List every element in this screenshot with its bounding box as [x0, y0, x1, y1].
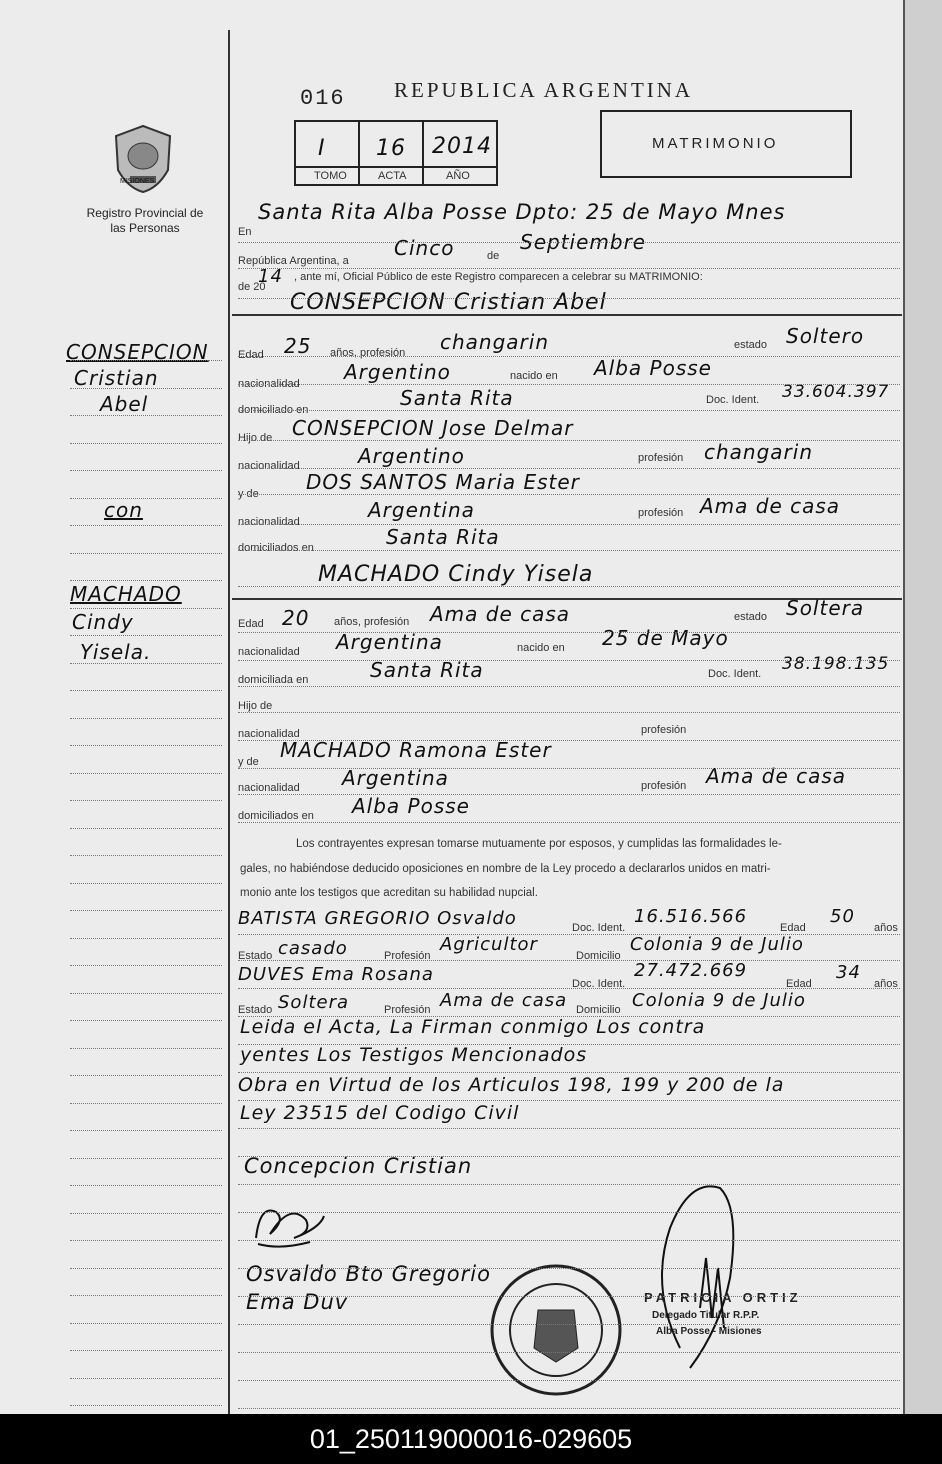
margin-ruled-line: [70, 1213, 222, 1214]
body-ruled-line: [238, 768, 900, 769]
body-ruled-line: [238, 1324, 900, 1325]
margin-ruled-line: [70, 800, 222, 801]
margin-ruled-line: [70, 1075, 222, 1076]
witness1-estado: casado: [278, 938, 348, 959]
groom-madre-nac-label: nacionalidad: [238, 516, 300, 528]
bride-domicilio: Santa Rita: [370, 658, 484, 682]
body-ruled-line: [238, 524, 900, 525]
groom-dom-label: domiciliado en: [238, 404, 309, 416]
body-ruled-line: [238, 1128, 900, 1129]
tomo-label: TOMO: [314, 170, 347, 182]
witness1-edad: 50: [830, 906, 855, 927]
witness2-edad-label: Edad: [786, 978, 812, 990]
margin-ruled-line: [70, 883, 222, 884]
body-ruled-line: [238, 632, 900, 633]
witness1-dom-label: Domicilio: [576, 950, 621, 962]
groom-estado-label: estado: [734, 339, 768, 351]
groom-hijo-label: Hijo de: [238, 432, 273, 444]
witness2-doc-label: Doc. Ident.: [572, 978, 626, 990]
acta-label: ACTA: [378, 170, 407, 182]
bride-edad-label: Edad: [238, 618, 264, 630]
bride-anios-label: años, profesión: [334, 616, 410, 628]
groom-anios-label: años, profesión: [330, 347, 406, 359]
margin-bride-line1: MACHADO: [70, 582, 182, 606]
margin-ruled-line: [70, 773, 222, 774]
margin-divider: [228, 30, 230, 1414]
body-ruled-line: [238, 1408, 900, 1409]
body-ruled-line: [238, 242, 900, 243]
margin-ruled-line: [70, 1185, 222, 1186]
margin-ruled-line: [70, 635, 222, 636]
witness2-estado: Soltera: [278, 992, 350, 1013]
margin-ruled-line: [70, 1048, 222, 1049]
groom-nac-label: nacionalidad: [238, 378, 300, 390]
witness1-edad-label: Edad: [780, 922, 806, 934]
groom-padre: CONSEPCION Jose Delmar: [292, 416, 574, 440]
margin-ruled-line: [70, 855, 222, 856]
bride-estado-label: estado: [734, 611, 768, 623]
declaration-line-2: gales, no habiéndose deducido oposiciones en nombre de la Ley procedo a declararlos unidos en matri-: [240, 863, 771, 875]
groom-madre-prof: Ama de casa: [700, 494, 841, 518]
body-ruled-line: [238, 1212, 900, 1213]
registry-name: Registro Provincial de las Personas: [86, 206, 204, 235]
margin-ruled-line: [70, 360, 222, 361]
groom-doc: 33.604.397: [782, 382, 890, 402]
margin-ruled-line: [70, 525, 222, 526]
groom-nacionalidad: Argentino: [344, 360, 451, 384]
body-ruled-line: [238, 1016, 900, 1017]
margin-ruled-line: [70, 1323, 222, 1324]
country-title: REPUBLICA ARGENTINA: [394, 78, 694, 102]
book-box-divider: [296, 166, 496, 168]
signature-witness2: Ema Duv: [246, 1290, 349, 1314]
bride-nac-label: nacionalidad: [238, 646, 300, 658]
groom-madre: DOS SANTOS Maria Ester: [306, 470, 580, 494]
book-box-divider: [422, 122, 424, 184]
witness1-profesion: Agricultor: [440, 934, 538, 955]
anio-label: AÑO: [446, 170, 470, 182]
note-line-2: yentes Los Testigos Mencionados: [240, 1044, 588, 1066]
body-ruled-line: [238, 410, 900, 411]
witness2-edad: 34: [836, 962, 861, 983]
groom-madre-nac: Argentina: [368, 498, 475, 522]
bride-yde-label: y de: [238, 756, 259, 768]
bride-padre-prof-label: profesión: [641, 724, 687, 736]
margin-con: con: [104, 498, 143, 522]
margin-ruled-line: [70, 663, 222, 664]
body-ruled-line: [238, 1240, 900, 1241]
witness1-anios-label: años: [874, 922, 898, 934]
margin-groom-line2: Cristian: [74, 366, 159, 390]
body-ruled-line: [238, 988, 900, 989]
margin-ruled-line: [70, 553, 222, 554]
body-ruled-line: [238, 1268, 900, 1269]
margin-ruled-line: [70, 1350, 222, 1351]
groom-padres-dom: Santa Rita: [386, 525, 500, 549]
body-ruled-line: [238, 1072, 900, 1073]
margin-ruled-line: [70, 965, 222, 966]
book-box-divider: [358, 122, 360, 184]
body-ruled-line: [238, 686, 900, 687]
body-ruled-line: [238, 1380, 900, 1381]
body-ruled-line: [238, 1100, 900, 1101]
signature-bride-icon: [250, 1198, 330, 1254]
margin-ruled-line: [70, 1405, 222, 1406]
bride-doms-label: domiciliados en: [238, 810, 314, 822]
witness2-estado-label: Estado: [238, 1004, 273, 1016]
body-ruled-line: [238, 268, 900, 269]
margin-bride-line2: Cindy: [72, 610, 134, 634]
body-ruled-line: [238, 356, 900, 357]
groom-yde-label: y de: [238, 488, 259, 500]
witness2-prof-label: Profesión: [384, 1004, 431, 1016]
groom-profesion: changarin: [440, 330, 550, 354]
bride-nacido: 25 de Mayo: [602, 626, 729, 650]
body-ruled-line: [238, 822, 900, 823]
margin-ruled-line: [70, 498, 222, 499]
witness1-estado-label: Estado: [238, 950, 273, 962]
margin-ruled-line: [70, 388, 222, 389]
year-value: 14: [258, 266, 283, 287]
witness2-dom-label: Domicilio: [576, 1004, 621, 1016]
bride-nacionalidad: Argentina: [336, 630, 443, 654]
bride-madre-prof-label: profesión: [641, 780, 687, 792]
official-place: Alba Posse - Misiones: [656, 1326, 762, 1337]
witness1-doc: 16.516.566: [634, 906, 748, 927]
bride-madre-prof: Ama de casa: [706, 764, 847, 788]
body-ruled-line: [238, 794, 900, 795]
margin-ruled-line: [70, 828, 222, 829]
groom-padre-nac-label: nacionalidad: [238, 460, 300, 472]
witness1-domicilio: Colonia 9 de Julio: [630, 934, 804, 955]
body-ruled-line: [238, 494, 900, 495]
groom-name: CONSEPCION Cristian Abel: [290, 290, 607, 315]
witness1-name: BATISTA GREGORIO Osvaldo: [238, 908, 517, 929]
official-name: PATRICIA ORTIZ: [644, 1290, 802, 1305]
republica-label: República Argentina, a: [238, 255, 349, 267]
margin-ruled-line: [70, 1295, 222, 1296]
body-ruled-line: [238, 1156, 900, 1157]
margin-ruled-line: [70, 690, 222, 691]
note-line-3: Obra en Virtud de los Articulos 198, 199 y 200 de la: [238, 1074, 785, 1096]
bride-dom-label: domiciliada en: [238, 674, 309, 686]
margin-bride-line3: Yisela.: [80, 640, 152, 664]
intro-text: , ante mí, Oficial Público de este Registro comparecen a celebrar su MATRIMONIO:: [294, 271, 703, 283]
en-label: En: [238, 226, 252, 238]
year-prefix: de 20: [238, 281, 266, 293]
margin-ruled-line: [70, 1103, 222, 1104]
groom-padre-nac: Argentino: [358, 444, 465, 468]
groom-madre-prof-label: profesión: [638, 507, 684, 519]
document-id: 01_250119000016-029605: [309, 1424, 633, 1454]
margin-groom-line1: CONSEPCION: [66, 340, 209, 364]
body-ruled-line: [238, 712, 900, 713]
body-ruled-line: [238, 468, 900, 469]
witness1-prof-label: Profesión: [384, 950, 431, 962]
witness2-domicilio: Colonia 9 de Julio: [632, 990, 806, 1011]
groom-separator: [232, 314, 902, 316]
signature-groom: Concepcion Cristian: [244, 1154, 473, 1178]
day-value: Cinco: [394, 236, 455, 260]
body-ruled-line: [238, 960, 900, 961]
bride-hijo-label: Hijo de: [238, 700, 273, 712]
signature-witness1: Osvaldo Bto Gregorio: [246, 1262, 491, 1286]
bride-madre: MACHADO Ramona Ester: [280, 738, 552, 762]
body-ruled-line: [238, 1296, 900, 1297]
body-ruled-line: [238, 384, 900, 385]
bride-padre-nac-label: nacionalidad: [238, 728, 300, 740]
bride-madre-nac-label: nacionalidad: [238, 782, 300, 794]
margin-ruled-line: [70, 745, 222, 746]
body-ruled-line: [238, 298, 900, 299]
official-title: Delegado Titular R.P.P.: [652, 1310, 760, 1321]
bride-nacido-label: nacido en: [517, 642, 565, 654]
margin-groom-line3: Abel: [100, 392, 149, 416]
body-ruled-line: [238, 1352, 900, 1353]
month-value: Septiembre: [520, 230, 647, 254]
body-ruled-line: [238, 1184, 900, 1185]
margin-ruled-line: [70, 1378, 222, 1379]
margin-ruled-line: [70, 443, 222, 444]
groom-padre-prof-label: profesión: [638, 452, 684, 464]
bride-doc: 38.198.135: [782, 654, 890, 674]
bride-padres-dom: Alba Posse: [352, 794, 470, 818]
groom-doms-label: domiciliados en: [238, 542, 314, 554]
bride-estado: Soltera: [786, 596, 865, 620]
witness2-profesion: Ama de casa: [440, 990, 568, 1011]
body-ruled-line: [238, 1044, 900, 1045]
groom-nacido: Alba Posse: [594, 356, 712, 380]
groom-doc-label: Doc. Ident.: [706, 394, 760, 406]
bride-doc-label: Doc. Ident.: [708, 668, 762, 680]
margin-ruled-line: [70, 580, 222, 581]
body-ruled-line: [238, 440, 900, 441]
margin-ruled-line: [70, 718, 222, 719]
anio-value: 2014: [432, 134, 492, 159]
bride-edad: 20: [282, 606, 310, 630]
margin-ruled-line: [70, 1158, 222, 1159]
body-ruled-line: [238, 586, 900, 587]
crest-label: MISIONES: [120, 178, 155, 185]
margin-ruled-line: [70, 1130, 222, 1131]
margin-ruled-line: [70, 608, 222, 609]
bride-profesion: Ama de casa: [430, 602, 571, 626]
witness2-name: DUVES Ema Rosana: [238, 964, 434, 985]
margin-ruled-line: [70, 993, 222, 994]
official-signature-icon: [640, 1168, 760, 1388]
de-label: de: [487, 250, 500, 262]
official-seal-icon: [486, 1244, 626, 1414]
groom-nacido-label: nacido en: [510, 370, 558, 382]
margin-ruled-line: [70, 415, 222, 416]
acta-value: 16: [376, 136, 406, 161]
body-ruled-line: [238, 660, 900, 661]
body-ruled-line: [238, 740, 900, 741]
acta-number: 016: [300, 86, 346, 111]
witness1-doc-label: Doc. Ident.: [572, 922, 626, 934]
page-edge-line: [903, 0, 905, 1414]
body-ruled-line: [238, 550, 900, 551]
margin-ruled-line: [70, 910, 222, 911]
place-value: Santa Rita Alba Posse Dpto: 25 de Mayo Mnes: [258, 200, 786, 224]
note-line-4: Ley 23515 del Codigo Civil: [240, 1102, 520, 1124]
groom-padre-prof: changarin: [704, 440, 814, 464]
margin-ruled-line: [70, 1268, 222, 1269]
page-edge: [905, 0, 942, 1414]
groom-domicilio: Santa Rita: [400, 386, 514, 410]
declaration-line-1: Los contrayentes expresan tomarse mutuamente por esposos, y cumplidas las formalidades le-: [296, 838, 782, 850]
witness2-anios-label: años: [874, 978, 898, 990]
margin-ruled-line: [70, 1020, 222, 1021]
declaration-line-3: monio ante los testigos que acreditan su habilidad nupcial.: [240, 887, 538, 899]
margin-ruled-line: [70, 470, 222, 471]
groom-edad-label: Edad: [238, 349, 264, 361]
record-type: MATRIMONIO: [652, 135, 779, 152]
tomo-value: I: [318, 136, 326, 161]
groom-estado: Soltero: [786, 324, 865, 348]
bride-madre-nac: Argentina: [342, 766, 449, 790]
body-ruled-line: [238, 934, 900, 935]
bride-name: MACHADO Cindy Yisela: [318, 562, 594, 587]
groom-edad: 25: [284, 334, 312, 358]
witness2-doc: 27.472.669: [634, 960, 748, 981]
margin-ruled-line: [70, 1240, 222, 1241]
note-line-1: Leida el Acta, La Firman conmigo Los contra: [240, 1016, 706, 1038]
margin-ruled-line: [70, 938, 222, 939]
